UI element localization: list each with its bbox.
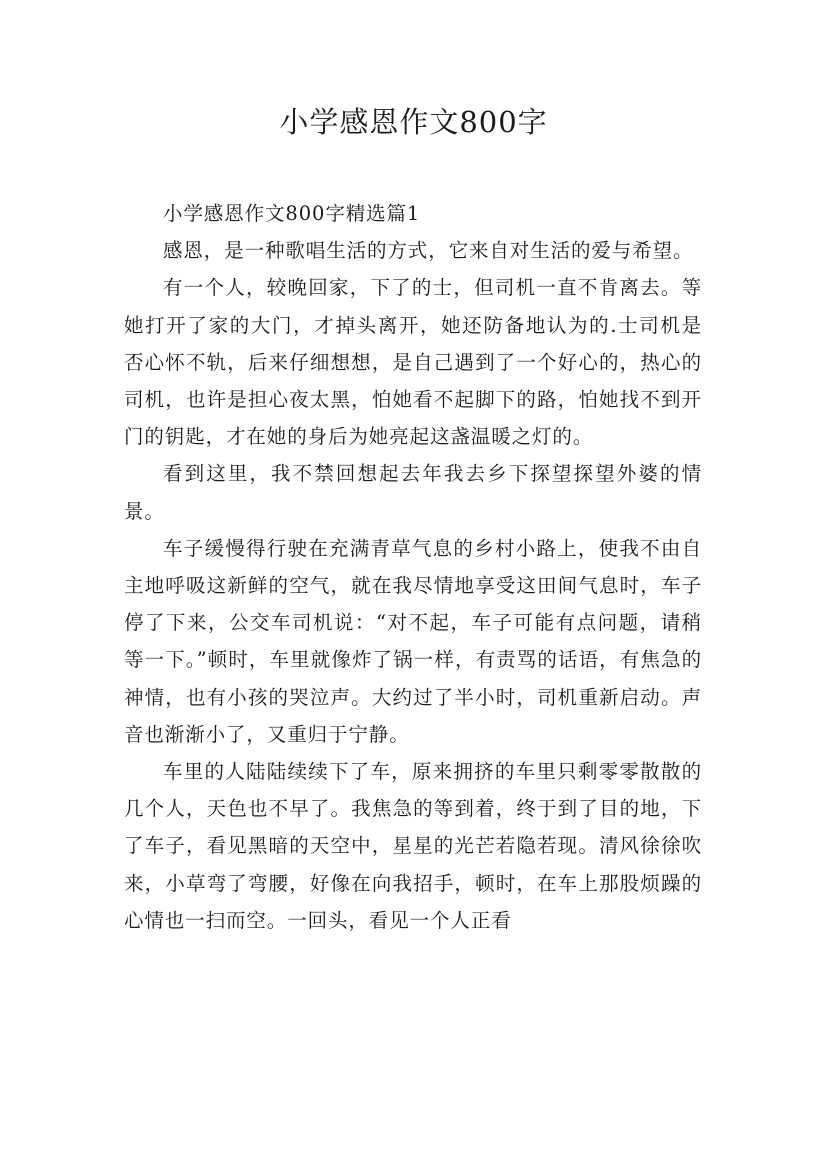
paragraph: 车里的人陆陆续续下了车，原来拥挤的车里只剩零零散散的几个人，天色也不早了。我焦急的等到着，终于到了目的地，下了车子，看见黑暗的天空中，星星的光芒若隐若现。清风徐徐吹来，小草弯了弯腰，好像在向我招手，顿时，在车上那股烦躁的心情也一扫而空。一回头，看见一个人正看 (124, 760, 702, 932)
section-heading: 小学感恩作文800字精选篇1 (163, 202, 421, 225)
paragraph: 有一个人，较晚回家，下了的士，但司机一直不肯离去。等她打开了家的大门，才掉头离开，她还防备地认为的.士司机是否心怀不轨，后来仔细想想，是自己遇到了一个好心的，热心的司机，也许是担心夜太黑，怕她看不起脚下的路，怕她找不到开门的钥匙，才在她的身后为她亮起这盏温暖之灯的。 (124, 276, 702, 449)
document-body (124, 195, 702, 939)
paragraph: 看到这里，我不禁回想起去年我去乡下探望探望外婆的情景。 (124, 462, 702, 523)
paragraph: 感恩，是一种歌唱生活的方式，它来自对生活的爱与希望。 (163, 239, 694, 263)
paragraph: 车子缓慢得行驶在充满青草气息的乡村小路上，使我不由自主地呼吸这新鲜的空气，就在我尽情地享受这田间气息时，车子停了下来，公交车司机说：“对不起，车子可能有点问题，请稍等一下。”顿时，车里就像炸了锅一样，有责骂的话语，有焦急的神情，也有小孩的哭泣声。大约过了半小时，司机重新启动。声音也渐渐小了，又重归于宁静。 (124, 536, 702, 746)
document-title: 小学感恩作文800字 (279, 105, 548, 139)
